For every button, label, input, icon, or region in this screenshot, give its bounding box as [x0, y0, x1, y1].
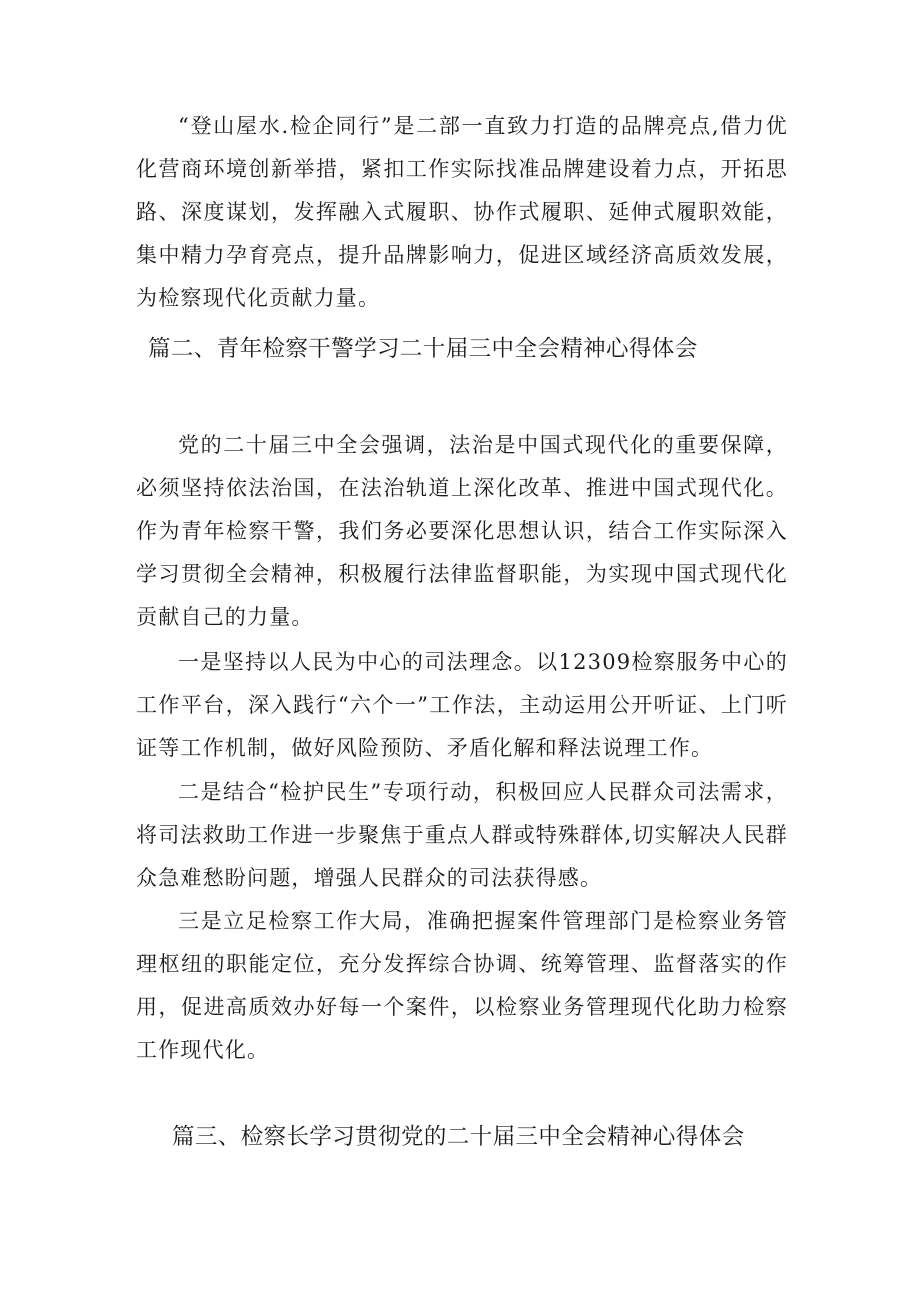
paragraph-intro: “登山屋水.检企同行”是二部一直致力打造的品牌亮点,借力优化营商环境创新举措，紧扣工作实际找准品牌建设着力点，开拓思路、深度谋划，发挥融入式履职、协作式履职、延伸式履职效能，集中精力孕育亮点，提升品牌影响力，促进区域经济高质效发展，为检察现代化贡献力量。	[136, 114, 788, 310]
section-heading-3: 篇三、检察长学习贯彻党的二十届三中全会精神心得体会	[172, 1124, 745, 1150]
paragraph-section2-point2: 二是结合“检护民生”专项行动，积极回应人民群众司法需求，将司法救助工作进一步聚焦于重点人群或特殊群体,切实解决人民群众急难愁盼问题，增强人民群众的司法获得感。	[136, 780, 788, 890]
paragraph-section2-intro: 党的二十届三中全会强调，法治是中国式现代化的重要保障，必须坚持依法治国，在法治轨道上深化改革、推进中国式现代化。作为青年检察干警，我们务必要深化思想认识，结合工作实际深入学习贯彻全会精神，积极履行法律监督职能，为实现中国式现代化贡献自己的力量。	[136, 433, 788, 629]
section-heading-2: 篇二、青年检察干警学习二十届三中全会精神心得体会	[148, 336, 698, 362]
paragraph-section2-point1: 一是坚持以人民为中心的司法理念。以12309检察服务中心的工作平台，深入践行“六个一”工作法，主动运用公开听证、上门听证等工作机制，做好风险预防、矛盾化解和释法说理工作。	[136, 650, 788, 760]
paragraph-section2-point3: 三是立足检察工作大局，准确把握案件管理部门是检察业务管理枢纽的职能定位，充分发挥综合协调、统筹管理、监督落实的作用，促进高质效办好每一个案件，以检察业务管理现代化助力检察工作现代化。	[136, 909, 788, 1062]
